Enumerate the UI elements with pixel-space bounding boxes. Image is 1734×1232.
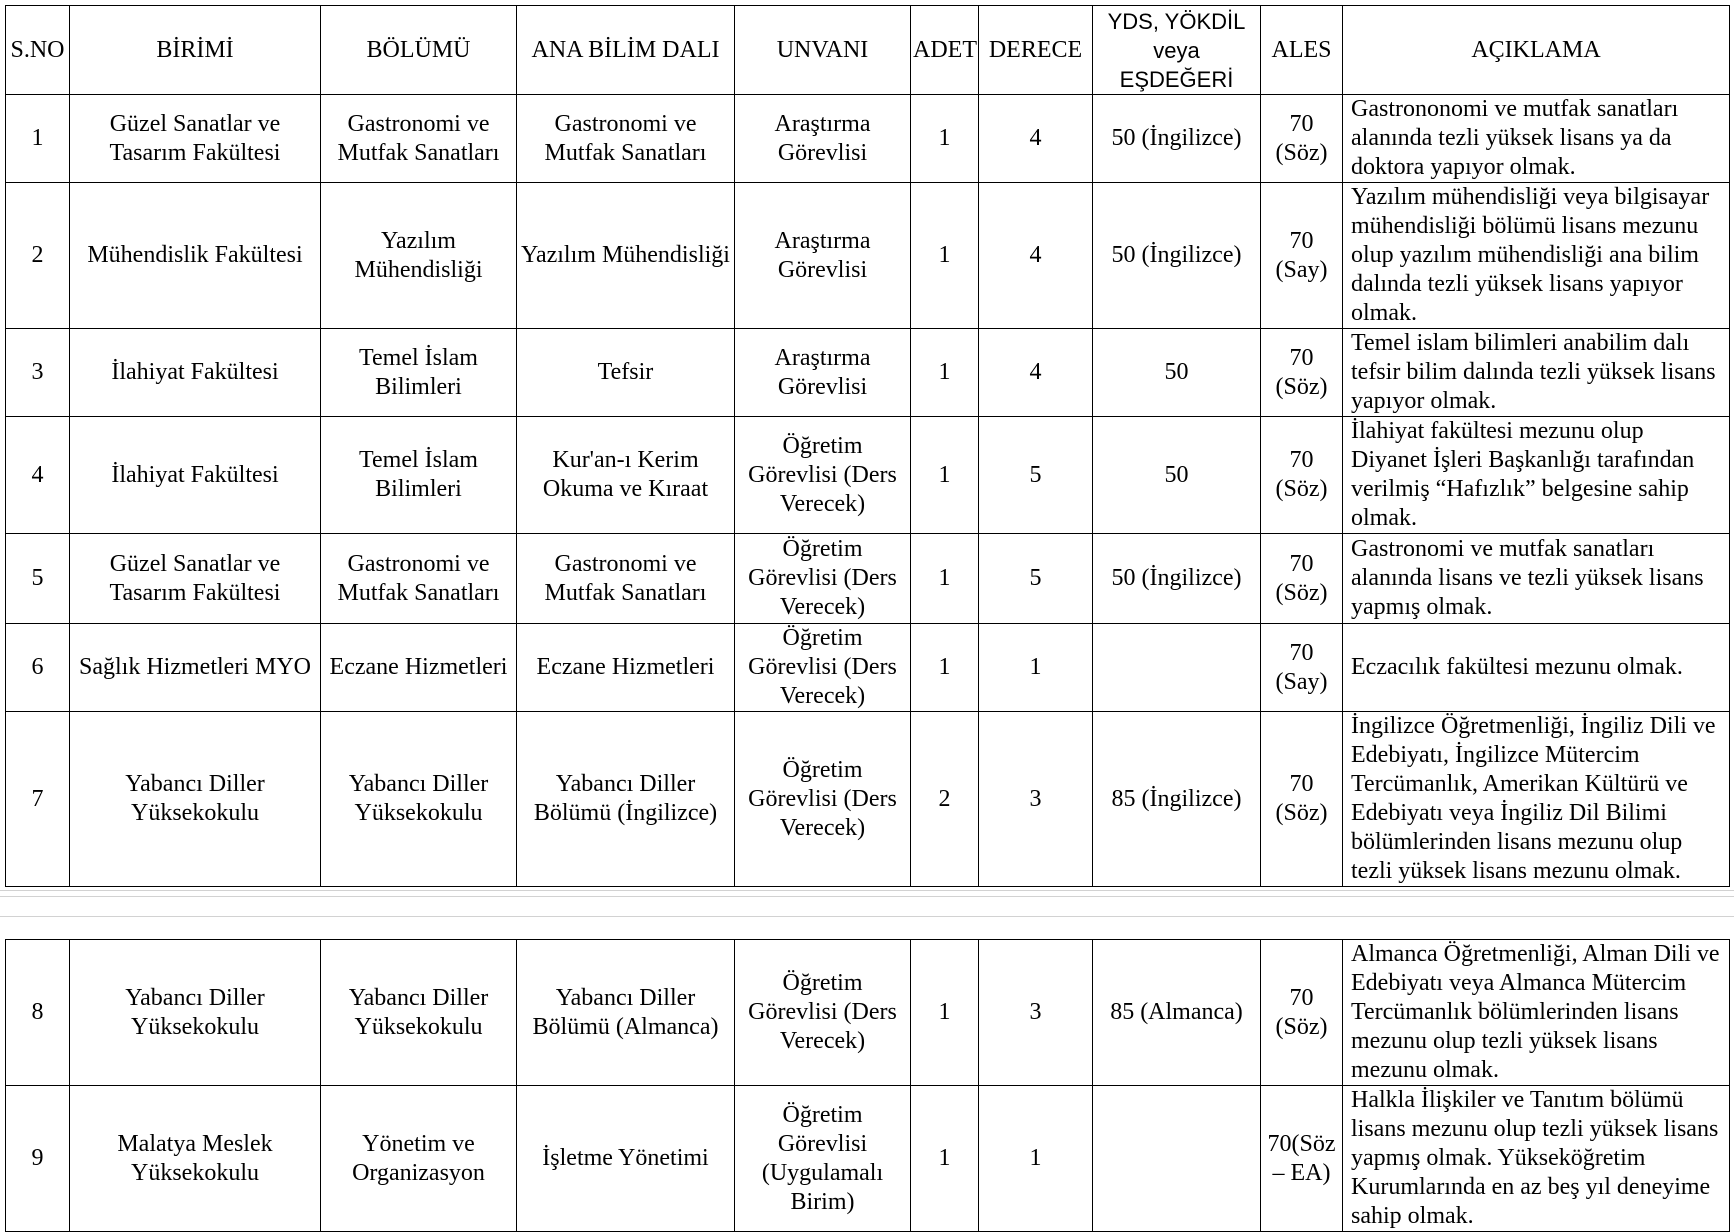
cell-ana-bilim-dali: Gastronomi ve Mutfak Sanatları bbox=[517, 95, 735, 183]
cell-bolumu: Yazılım Mühendisliği bbox=[321, 183, 517, 329]
header-derece: DERECE bbox=[979, 6, 1093, 95]
cell-birimi: Güzel Sanatlar ve Tasarım Fakültesi bbox=[70, 534, 321, 624]
cell-birimi: İlahiyat Fakültesi bbox=[70, 329, 321, 417]
header-aciklama: AÇIKLAMA bbox=[1343, 6, 1730, 95]
table-row bbox=[6, 95, 1730, 183]
cell-yds: 50 (İngilizce) bbox=[1093, 534, 1261, 624]
cell-derece: 1 bbox=[979, 1086, 1093, 1232]
header-ana-bilim-dali: ANA BİLİM DALI bbox=[517, 6, 735, 95]
header-unvani: UNVANI bbox=[735, 6, 911, 95]
table-row bbox=[6, 1086, 1730, 1232]
cell-aciklama: Yazılım mühendisliği veya bilgisayar mühendisliği bölümü lisans mezunu olup yazılım mühendisliği ana bilim dalında tezli yüksek lisans yapıyor olmak. bbox=[1343, 183, 1730, 329]
cell-derece: 4 bbox=[979, 183, 1093, 329]
cell-ales: 70 (Söz) bbox=[1261, 329, 1343, 417]
header-sno: S.NO bbox=[6, 6, 70, 95]
cell-ana-bilim-dali: Yazılım Mühendisliği bbox=[517, 183, 735, 329]
cell-unvani: Öğretim Görevlisi (Ders Verecek) bbox=[735, 417, 911, 534]
header-yds-line3: EŞDEĞERİ bbox=[1119, 66, 1234, 92]
cell-derece: 5 bbox=[979, 417, 1093, 534]
cell-derece: 5 bbox=[979, 534, 1093, 624]
cell-adet: 1 bbox=[911, 183, 979, 329]
cell-yds: 50 bbox=[1093, 329, 1261, 417]
cell-ales: 70 (Söz) bbox=[1261, 712, 1343, 887]
header-yds-line2: veya bbox=[1153, 37, 1200, 63]
cell-ana-bilim-dali: Eczane Hizmetleri bbox=[517, 624, 735, 712]
cell-adet: 1 bbox=[911, 329, 979, 417]
cell-ales: 70(Söz – EA) bbox=[1261, 1086, 1343, 1232]
table-row bbox=[6, 183, 1730, 329]
cell-sno: 5 bbox=[6, 534, 70, 624]
cell-sno: 9 bbox=[6, 1086, 70, 1232]
cell-yds: 85 (İngilizce) bbox=[1093, 712, 1261, 887]
cell-yds: 50 bbox=[1093, 417, 1261, 534]
cell-birimi: Yabancı Diller Yüksekokulu bbox=[70, 712, 321, 887]
cell-ales: 70 (Say) bbox=[1261, 624, 1343, 712]
cell-bolumu: Yabancı Diller Yüksekokulu bbox=[321, 712, 517, 887]
cell-sno: 8 bbox=[6, 940, 70, 1086]
cell-unvani: Öğretim Görevlisi (Ders Verecek) bbox=[735, 940, 911, 1086]
page-break-line bbox=[0, 890, 1734, 891]
cell-birimi: Sağlık Hizmetleri MYO bbox=[70, 624, 321, 712]
cell-yds: 50 (İngilizce) bbox=[1093, 183, 1261, 329]
table-row bbox=[6, 712, 1730, 887]
cell-unvani: Araştırma Görevlisi bbox=[735, 329, 911, 417]
header-ales: ALES bbox=[1261, 6, 1343, 95]
cell-ana-bilim-dali: Yabancı Diller Bölümü (Almanca) bbox=[517, 940, 735, 1086]
cell-derece: 4 bbox=[979, 329, 1093, 417]
cell-bolumu: Gastronomi ve Mutfak Sanatları bbox=[321, 534, 517, 624]
cell-yds: 50 (İngilizce) bbox=[1093, 95, 1261, 183]
cell-unvani: Öğretim Görevlisi (Ders Verecek) bbox=[735, 712, 911, 887]
cell-bolumu: Yönetim ve Organizasyon bbox=[321, 1086, 517, 1232]
cell-bolumu: Temel İslam Bilimleri bbox=[321, 329, 517, 417]
header-bolumu: BÖLÜMÜ bbox=[321, 6, 517, 95]
cell-sno: 2 bbox=[6, 183, 70, 329]
cell-ales: 70 (Söz) bbox=[1261, 940, 1343, 1086]
cell-adet: 2 bbox=[911, 712, 979, 887]
cell-sno: 7 bbox=[6, 712, 70, 887]
staff-table-page-2 bbox=[5, 939, 1730, 1232]
cell-ana-bilim-dali: Gastronomi ve Mutfak Sanatları bbox=[517, 534, 735, 624]
table-row bbox=[6, 534, 1730, 624]
cell-bolumu: Yabancı Diller Yüksekokulu bbox=[321, 940, 517, 1086]
header-adet: ADET bbox=[911, 6, 979, 95]
cell-derece: 4 bbox=[979, 95, 1093, 183]
cell-yds bbox=[1093, 624, 1261, 712]
table-row bbox=[6, 624, 1730, 712]
cell-aciklama: İlahiyat fakültesi mezunu olup Diyanet İşleri Başkanlığı tarafından verilmiş “Hafızlık” belgesine sahip olmak. bbox=[1343, 417, 1730, 534]
cell-derece: 1 bbox=[979, 624, 1093, 712]
cell-adet: 1 bbox=[911, 624, 979, 712]
cell-ales: 70 (Söz) bbox=[1261, 534, 1343, 624]
cell-derece: 3 bbox=[979, 712, 1093, 887]
cell-sno: 4 bbox=[6, 417, 70, 534]
cell-sno: 3 bbox=[6, 329, 70, 417]
page-break-line bbox=[0, 896, 1734, 897]
page-break bbox=[0, 890, 1734, 926]
cell-sno: 1 bbox=[6, 95, 70, 183]
cell-aciklama: İngilizce Öğretmenliği, İngiliz Dili ve Edebiyatı, İngilizce Mütercim Tercümanlık, Amerikan Kültürü ve Edebiyatı veya İngiliz Dil Bilimi bölümlerinden lisans mezunu olup tezli yüksek lisans mezunu olmak. bbox=[1343, 712, 1730, 887]
header-yds bbox=[1093, 6, 1261, 95]
cell-ales: 70 (Söz) bbox=[1261, 95, 1343, 183]
cell-ales: 70 (Say) bbox=[1261, 183, 1343, 329]
cell-aciklama: Almanca Öğretmenliği, Alman Dili ve Edebiyatı veya Almanca Mütercim Tercümanlık bölümlerinden lisans mezunu olup tezli yüksek lisans mezunu olmak. bbox=[1343, 940, 1730, 1086]
cell-adet: 1 bbox=[911, 417, 979, 534]
staff-table-page-1 bbox=[5, 5, 1730, 887]
cell-unvani: Öğretim Görevlisi (Ders Verecek) bbox=[735, 534, 911, 624]
cell-unvani: Öğretim Görevlisi (Ders Verecek) bbox=[735, 624, 911, 712]
cell-ana-bilim-dali: Yabancı Diller Bölümü (İngilizce) bbox=[517, 712, 735, 887]
cell-ana-bilim-dali: İşletme Yönetimi bbox=[517, 1086, 735, 1232]
cell-unvani: Araştırma Görevlisi bbox=[735, 95, 911, 183]
table-row bbox=[6, 940, 1730, 1086]
cell-derece: 3 bbox=[979, 940, 1093, 1086]
table-row bbox=[6, 329, 1730, 417]
cell-bolumu: Eczane Hizmetleri bbox=[321, 624, 517, 712]
cell-adet: 1 bbox=[911, 1086, 979, 1232]
cell-sno: 6 bbox=[6, 624, 70, 712]
cell-unvani: Araştırma Görevlisi bbox=[735, 183, 911, 329]
cell-unvani: Öğretim Görevlisi (Uygulamalı Birim) bbox=[735, 1086, 911, 1232]
cell-aciklama: Gastronomi ve mutfak sanatları alanında lisans ve tezli yüksek lisans yapmış olmak. bbox=[1343, 534, 1730, 624]
cell-adet: 1 bbox=[911, 95, 979, 183]
cell-birimi: İlahiyat Fakültesi bbox=[70, 417, 321, 534]
cell-birimi: Mühendislik Fakültesi bbox=[70, 183, 321, 329]
cell-yds: 85 (Almanca) bbox=[1093, 940, 1261, 1086]
cell-ana-bilim-dali: Tefsir bbox=[517, 329, 735, 417]
cell-aciklama: Gastrononomi ve mutfak sanatları alanında tezli yüksek lisans ya da doktora yapıyor olmak. bbox=[1343, 95, 1730, 183]
cell-bolumu: Temel İslam Bilimleri bbox=[321, 417, 517, 534]
header-row bbox=[6, 6, 1730, 95]
cell-yds bbox=[1093, 1086, 1261, 1232]
header-birimi: BİRİMİ bbox=[70, 6, 321, 95]
cell-birimi: Güzel Sanatlar ve Tasarım Fakültesi bbox=[70, 95, 321, 183]
cell-aciklama: Temel islam bilimleri anabilim dalı tefsir bilim dalında tezli yüksek lisans yapıyor olmak. bbox=[1343, 329, 1730, 417]
header-yds-line1: YDS, YÖKDİL bbox=[1107, 8, 1246, 34]
cell-birimi: Malatya Meslek Yüksekokulu bbox=[70, 1086, 321, 1232]
table-row bbox=[6, 417, 1730, 534]
page-break-line bbox=[0, 916, 1734, 917]
cell-birimi: Yabancı Diller Yüksekokulu bbox=[70, 940, 321, 1086]
cell-ana-bilim-dali: Kur'an-ı Kerim Okuma ve Kıraat bbox=[517, 417, 735, 534]
cell-adet: 1 bbox=[911, 534, 979, 624]
cell-ales: 70 (Söz) bbox=[1261, 417, 1343, 534]
cell-bolumu: Gastronomi ve Mutfak Sanatları bbox=[321, 95, 517, 183]
cell-aciklama: Halkla İlişkiler ve Tanıtım bölümü lisans mezunu olup tezli yüksek lisans yapmış olmak. Yükseköğretim Kurumlarında en az beş yıl deneyime sahip olmak. bbox=[1343, 1086, 1730, 1232]
cell-adet: 1 bbox=[911, 940, 979, 1086]
cell-aciklama: Eczacılık fakültesi mezunu olmak. bbox=[1343, 624, 1730, 712]
